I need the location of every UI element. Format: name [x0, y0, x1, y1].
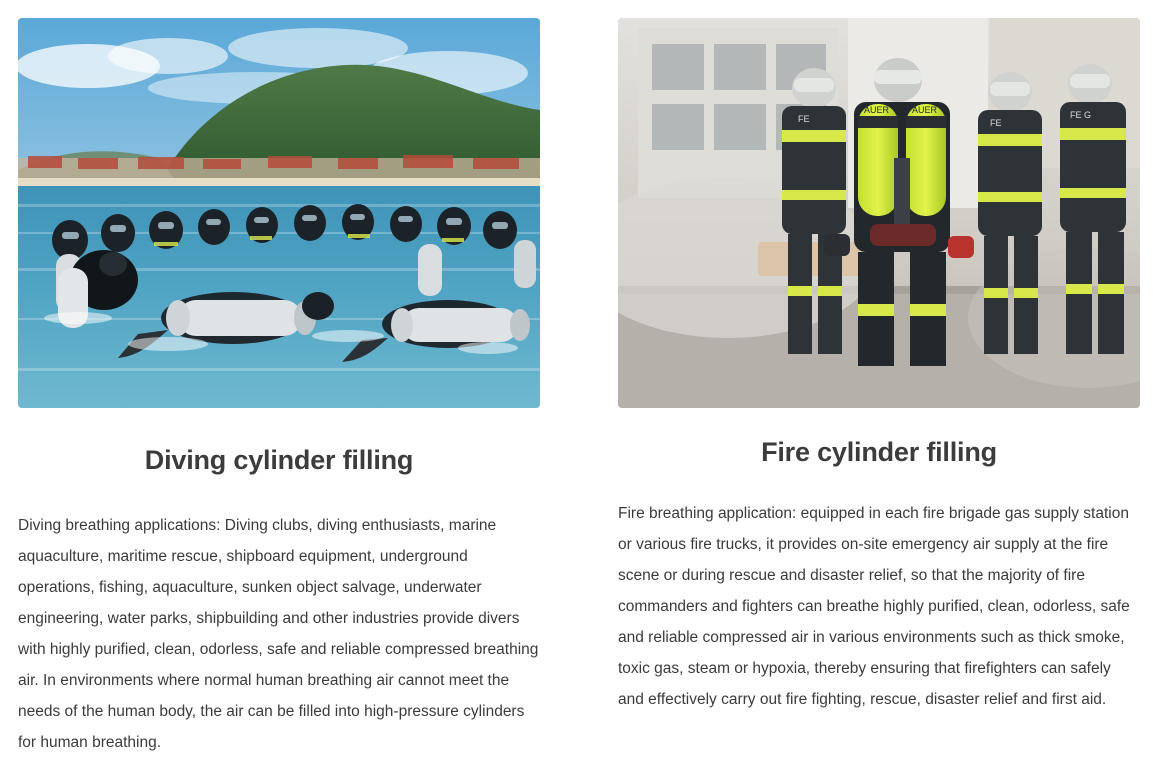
section-body-text: Fire breathing application: equipped in each fire brigade gas supply station or various fire trucks, it provides on-site emergency air supply at the fire scene or during rescue and disaster relief, so that the majority of fire commanders and fighters can breathe highly purified, clean, odorless, safe and reliable compressed air in various environments such as thick smoke, toxic gas, steam or hypoxia, thereby ensuring that firefighters can safely and effectively carry out fire fighting, rescue, disaster relief and first aid. — [618, 505, 1130, 709]
section-fire — [618, 18, 1140, 774]
svg-text:AUER: AUER — [864, 105, 890, 115]
svg-text:FE: FE — [798, 114, 810, 124]
svg-text:FE: FE — [990, 118, 1002, 128]
svg-text:AUER: AUER — [912, 105, 938, 115]
fire-photo — [618, 18, 1140, 408]
section-title: Diving cylinder filling — [144, 445, 414, 475]
section-diving — [18, 18, 540, 774]
svg-text:FE G: FE G — [1070, 110, 1092, 120]
section-title: Fire cylinder filling — [761, 437, 997, 467]
section-body-text: Diving breathing applications: Diving clubs, diving enthusiasts, marine aquaculture, maritime rescue, shipboard equipment, underground operations, fishing, aquaculture, sunken object salvage, underwater engineering, water parks, shipbuilding and other industries provide divers with highly purified, clean, odorless, safe and reliable compressed breathing air. In environments where normal human breathing air cannot meet the needs of the human body, the air can be filled into high-pressure cylinders for human breathing. — [18, 517, 539, 752]
diving-photo — [18, 18, 540, 408]
